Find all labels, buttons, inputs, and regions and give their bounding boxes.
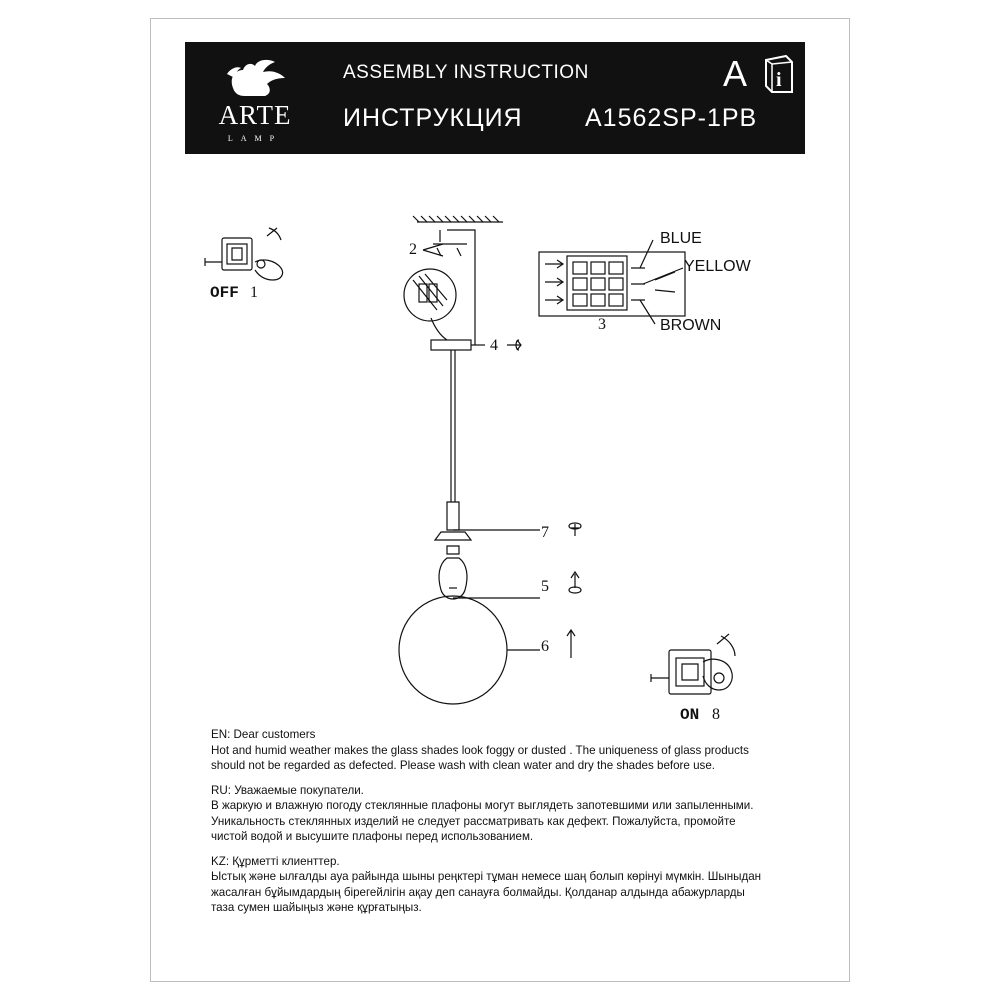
brand-name: ARTE [218, 100, 292, 130]
wire-brown-label: BROWN [660, 317, 722, 334]
step-1-number: 1 [250, 284, 258, 301]
en-text-line: should not be regarded as defected. Please wash with clean water and dry the shades before use. [211, 759, 716, 772]
ru-text-line: В жаркую и влажную погоду стеклянные плафоны могут выглядеть запотевшими или запыленными. [211, 799, 754, 812]
info-book-icon [762, 54, 796, 94]
ru-heading: RU: Уважаемые покупатели. [211, 783, 364, 797]
step-4-number: 4 [490, 337, 498, 354]
step-on-label: ON [680, 706, 700, 724]
wire-blue-label: BLUE [660, 230, 702, 247]
step-6-number: 6 [541, 638, 549, 655]
care-notes [211, 727, 801, 916]
title-english: ASSEMBLY INSTRUCTION [343, 62, 589, 83]
en-heading: EN: Dear customers [211, 728, 316, 741]
kz-text-line: таза сумен шайыңыз және құрғатыңыз. [211, 901, 422, 914]
kz-heading: KZ: Құрметті клиенттер. [211, 854, 340, 868]
step-7-number: 7 [541, 524, 549, 541]
kz-text-line: Ыстық және ылғалды ауа райында шыны реңктері тұман немесе шаң болып көрінуі мүмкін. Шыныдан [211, 870, 762, 883]
model-number: A1562SP-1PB [585, 104, 758, 132]
step-2-number: 2 [409, 241, 417, 258]
step-5-number: 5 [541, 578, 549, 595]
header-letter: A [723, 53, 748, 94]
step-off-label: OFF [210, 284, 239, 302]
title-russian: ИНСТРУКЦИЯ [343, 104, 523, 132]
svg-text:i: i [776, 69, 782, 91]
step-3-number: 3 [598, 316, 606, 333]
wire-yellow-label: YELLOW [684, 258, 751, 275]
en-text-line: Hot and humid weather makes the glass shades look foggy or dusted . The uniqueness of glass products [211, 743, 749, 757]
step-8-number: 8 [712, 706, 720, 723]
on-switch-icon [651, 634, 735, 694]
kz-text-line: жасалған бұйымдардың бірегейлігін ақау деп санауға болмайды. Қолданар алдында абажурларды [211, 885, 745, 899]
assembly-diagram [185, 210, 805, 730]
griffin-logo-icon [205, 48, 305, 148]
ru-text-line: чистой водой и высушите плафоны перед использованием. [211, 830, 534, 843]
brand-subtitle: LAMP [227, 134, 283, 143]
off-switch-icon [205, 228, 283, 280]
ru-text-line: Уникальность стеклянных изделий не следует рассматривать как дефект. Пожалуйста, промойте [211, 814, 736, 828]
